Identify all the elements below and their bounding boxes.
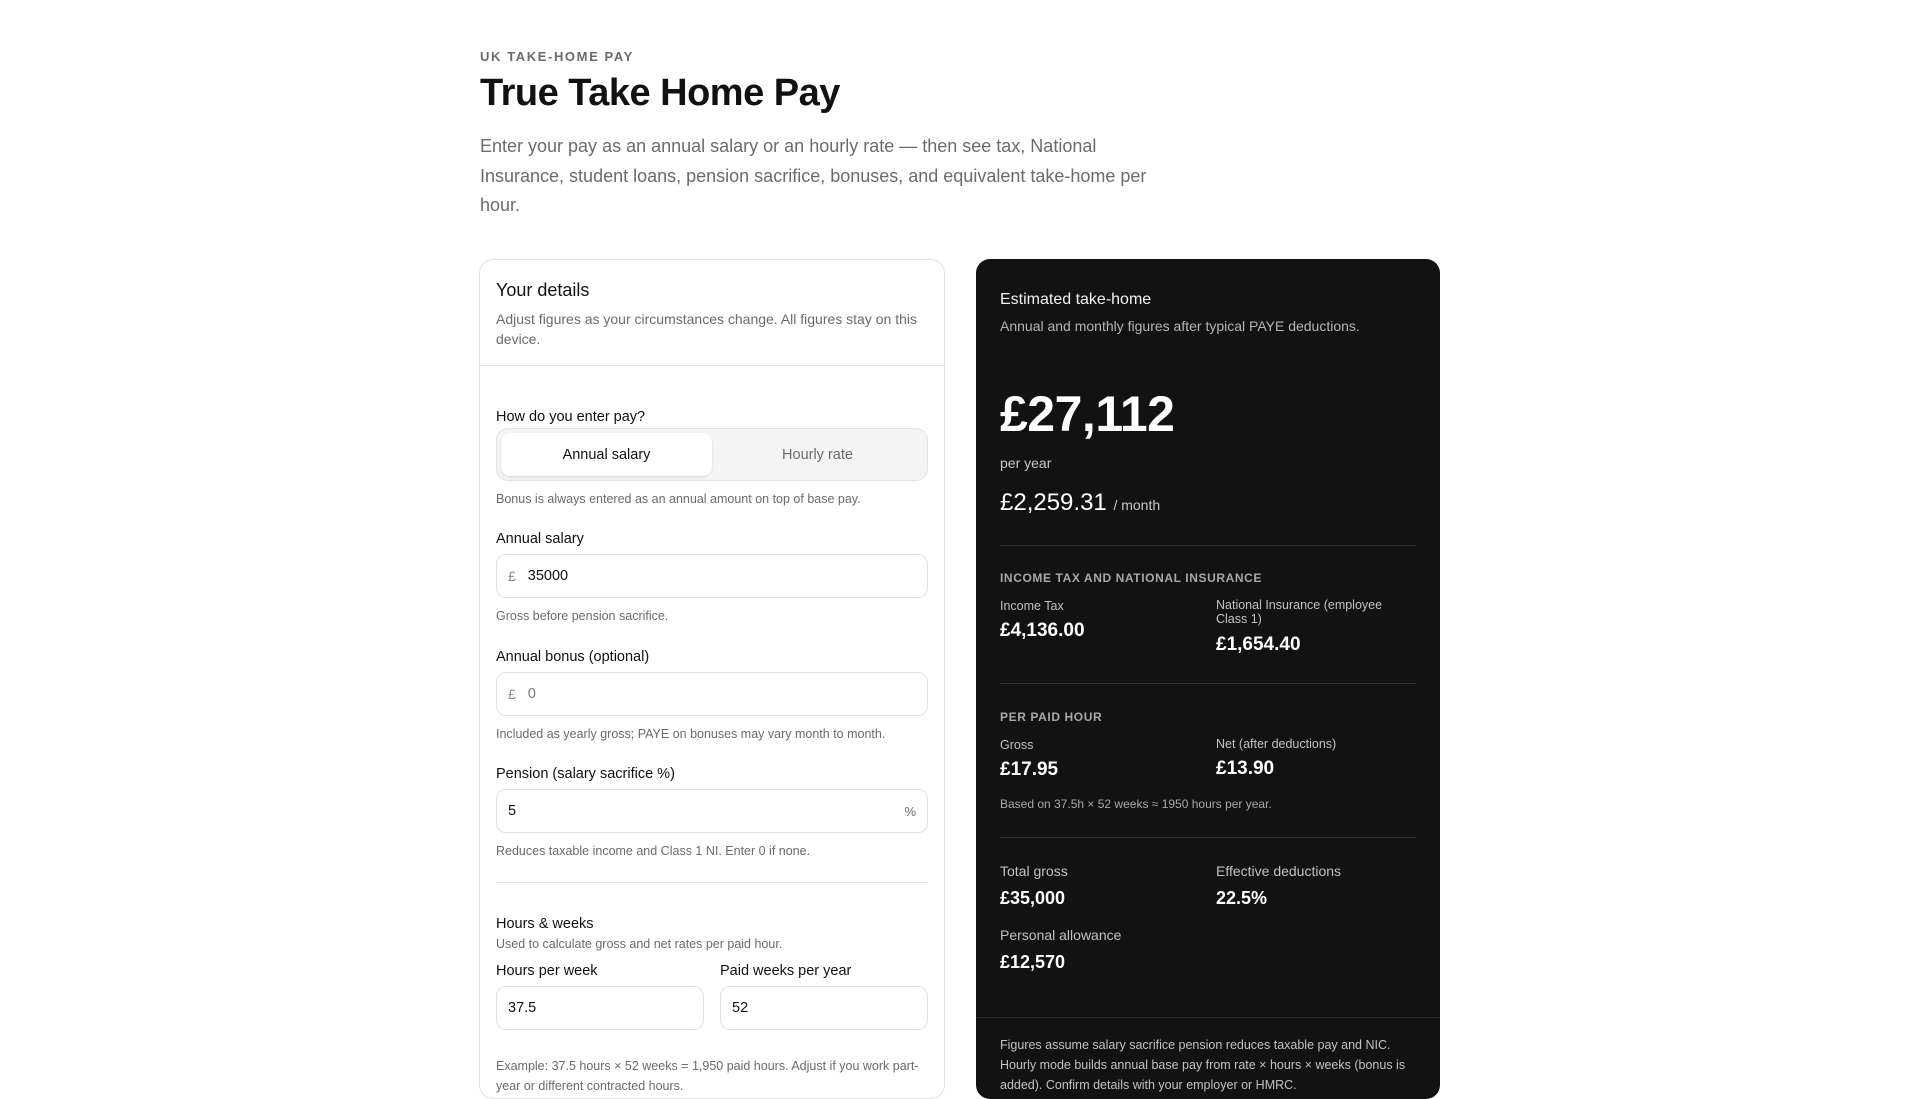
details-title: Your details (496, 280, 590, 300)
annual-salary-label: Annual salary (496, 531, 584, 547)
gross-hour-value: £17.95 (1000, 759, 1059, 780)
hours-per-week-input[interactable]: 37.5 (496, 986, 704, 1030)
paid-weeks-label: Paid weeks per year (720, 963, 852, 979)
annual-salary-input[interactable]: 35000 (527, 568, 569, 584)
page-eyebrow: UK TAKE-HOME PAY (480, 49, 634, 64)
results-divider (1000, 837, 1416, 838)
income-tax-value: £4,136.00 (1000, 620, 1085, 641)
hour-section-title: PER PAID HOUR (1000, 710, 1103, 724)
paid-weeks-input[interactable]: 52 (720, 986, 928, 1030)
page-intro: Enter your pay as an annual salary or an hourly rate — then see tax, National Insurance, student loans, pension sacrifice, bonuses, and equivalent take-home per hour. (480, 136, 1147, 215)
annual-unit: per year (1000, 455, 1052, 471)
net-hour-label: Net (after deductions) (1216, 737, 1337, 751)
pay-mode-toggle (496, 428, 928, 481)
hours-basis-note: Based on 37.5h × 52 weeks ≈ 1950 hours per year. (1000, 797, 1272, 811)
monthly-unit: / month (1113, 497, 1161, 513)
results-card (976, 259, 1440, 1099)
page-title: True Take Home Pay (480, 72, 840, 114)
monthly-value: £2,259.31 (1000, 489, 1107, 516)
pension-label: Pension (salary sacrifice %) (496, 766, 675, 782)
gross-hour-label: Gross (1000, 738, 1034, 752)
annual-bonus-label: Annual bonus (optional) (496, 649, 650, 665)
pension-input[interactable]: 5 (508, 803, 517, 819)
results-divider (1000, 545, 1416, 546)
pound-prefix: £ (508, 686, 516, 702)
effective-deductions-value: 22.5% (1216, 888, 1268, 908)
form-divider (496, 882, 928, 883)
total-gross-label: Total gross (1000, 863, 1068, 879)
net-hour-value: £13.90 (1216, 758, 1275, 779)
annual-bonus-field[interactable] (496, 672, 928, 716)
pension-field[interactable] (496, 789, 928, 833)
annual-bonus-hint: Included as yearly gross; PAYE on bonuses may vary month to month. (496, 727, 886, 741)
details-subtitle: Adjust figures as your circumstances change. All figures stay on this device. (496, 311, 917, 347)
hours-section-title: Hours & weeks (496, 916, 594, 932)
annual-bonus-input[interactable]: 0 (527, 686, 536, 702)
hours-per-week-label: Hours per week (496, 963, 598, 979)
tax-section-title: INCOME TAX AND NATIONAL INSURANCE (1000, 571, 1263, 585)
annual-salary-field[interactable] (496, 554, 928, 598)
income-tax-label: Income Tax (1000, 599, 1064, 613)
personal-allowance-label: Personal allowance (1000, 927, 1122, 943)
details-header (480, 260, 944, 366)
monthly-take-home (1000, 489, 1160, 517)
hours-hint: Example: 37.5 hours × 52 weeks = 1,950 paid hours. Adjust if you work part-year or different contracted hours. (496, 1059, 919, 1093)
annual-salary-hint: Gross before pension sacrifice. (496, 609, 669, 623)
pension-hint: Reduces taxable income and Class 1 NI. Enter 0 if none. (496, 844, 811, 858)
annual-take-home: £27,112 (1000, 386, 1175, 442)
details-card (479, 259, 945, 1099)
results-footnote: Figures assume salary sacrifice pension reduces taxable pay and NIC. Hourly mode builds annual base pay from rate × hours × weeks (bonus is added). Confirm details with your employer or HMRC. (1000, 1038, 1406, 1092)
pay-mode-hint: Bonus is always entered as an annual amount on top of base pay. (496, 492, 861, 506)
ni-value: £1,654.40 (1216, 634, 1301, 655)
total-gross-value: £35,000 (1000, 888, 1066, 908)
results-title: Estimated take-home (1000, 291, 1152, 308)
effective-deductions-label: Effective deductions (1216, 863, 1342, 879)
pay-mode-hourly-rate[interactable]: Hourly rate (782, 446, 853, 463)
results-subtitle: Annual and monthly figures after typical PAYE deductions. (1000, 318, 1360, 334)
pound-prefix: £ (508, 568, 516, 584)
results-footer-divider (976, 1017, 1440, 1018)
ni-label: National Insurance (employee Class 1) (1216, 598, 1383, 626)
pay-mode-label: How do you enter pay? (496, 409, 646, 425)
results-divider (1000, 683, 1416, 684)
pay-mode-annual-salary[interactable]: Annual salary (501, 433, 712, 476)
percent-suffix: % (904, 803, 916, 819)
personal-allowance-value: £12,570 (1000, 952, 1066, 972)
hours-section-subtitle: Used to calculate gross and net rates per paid hour. (496, 937, 783, 951)
